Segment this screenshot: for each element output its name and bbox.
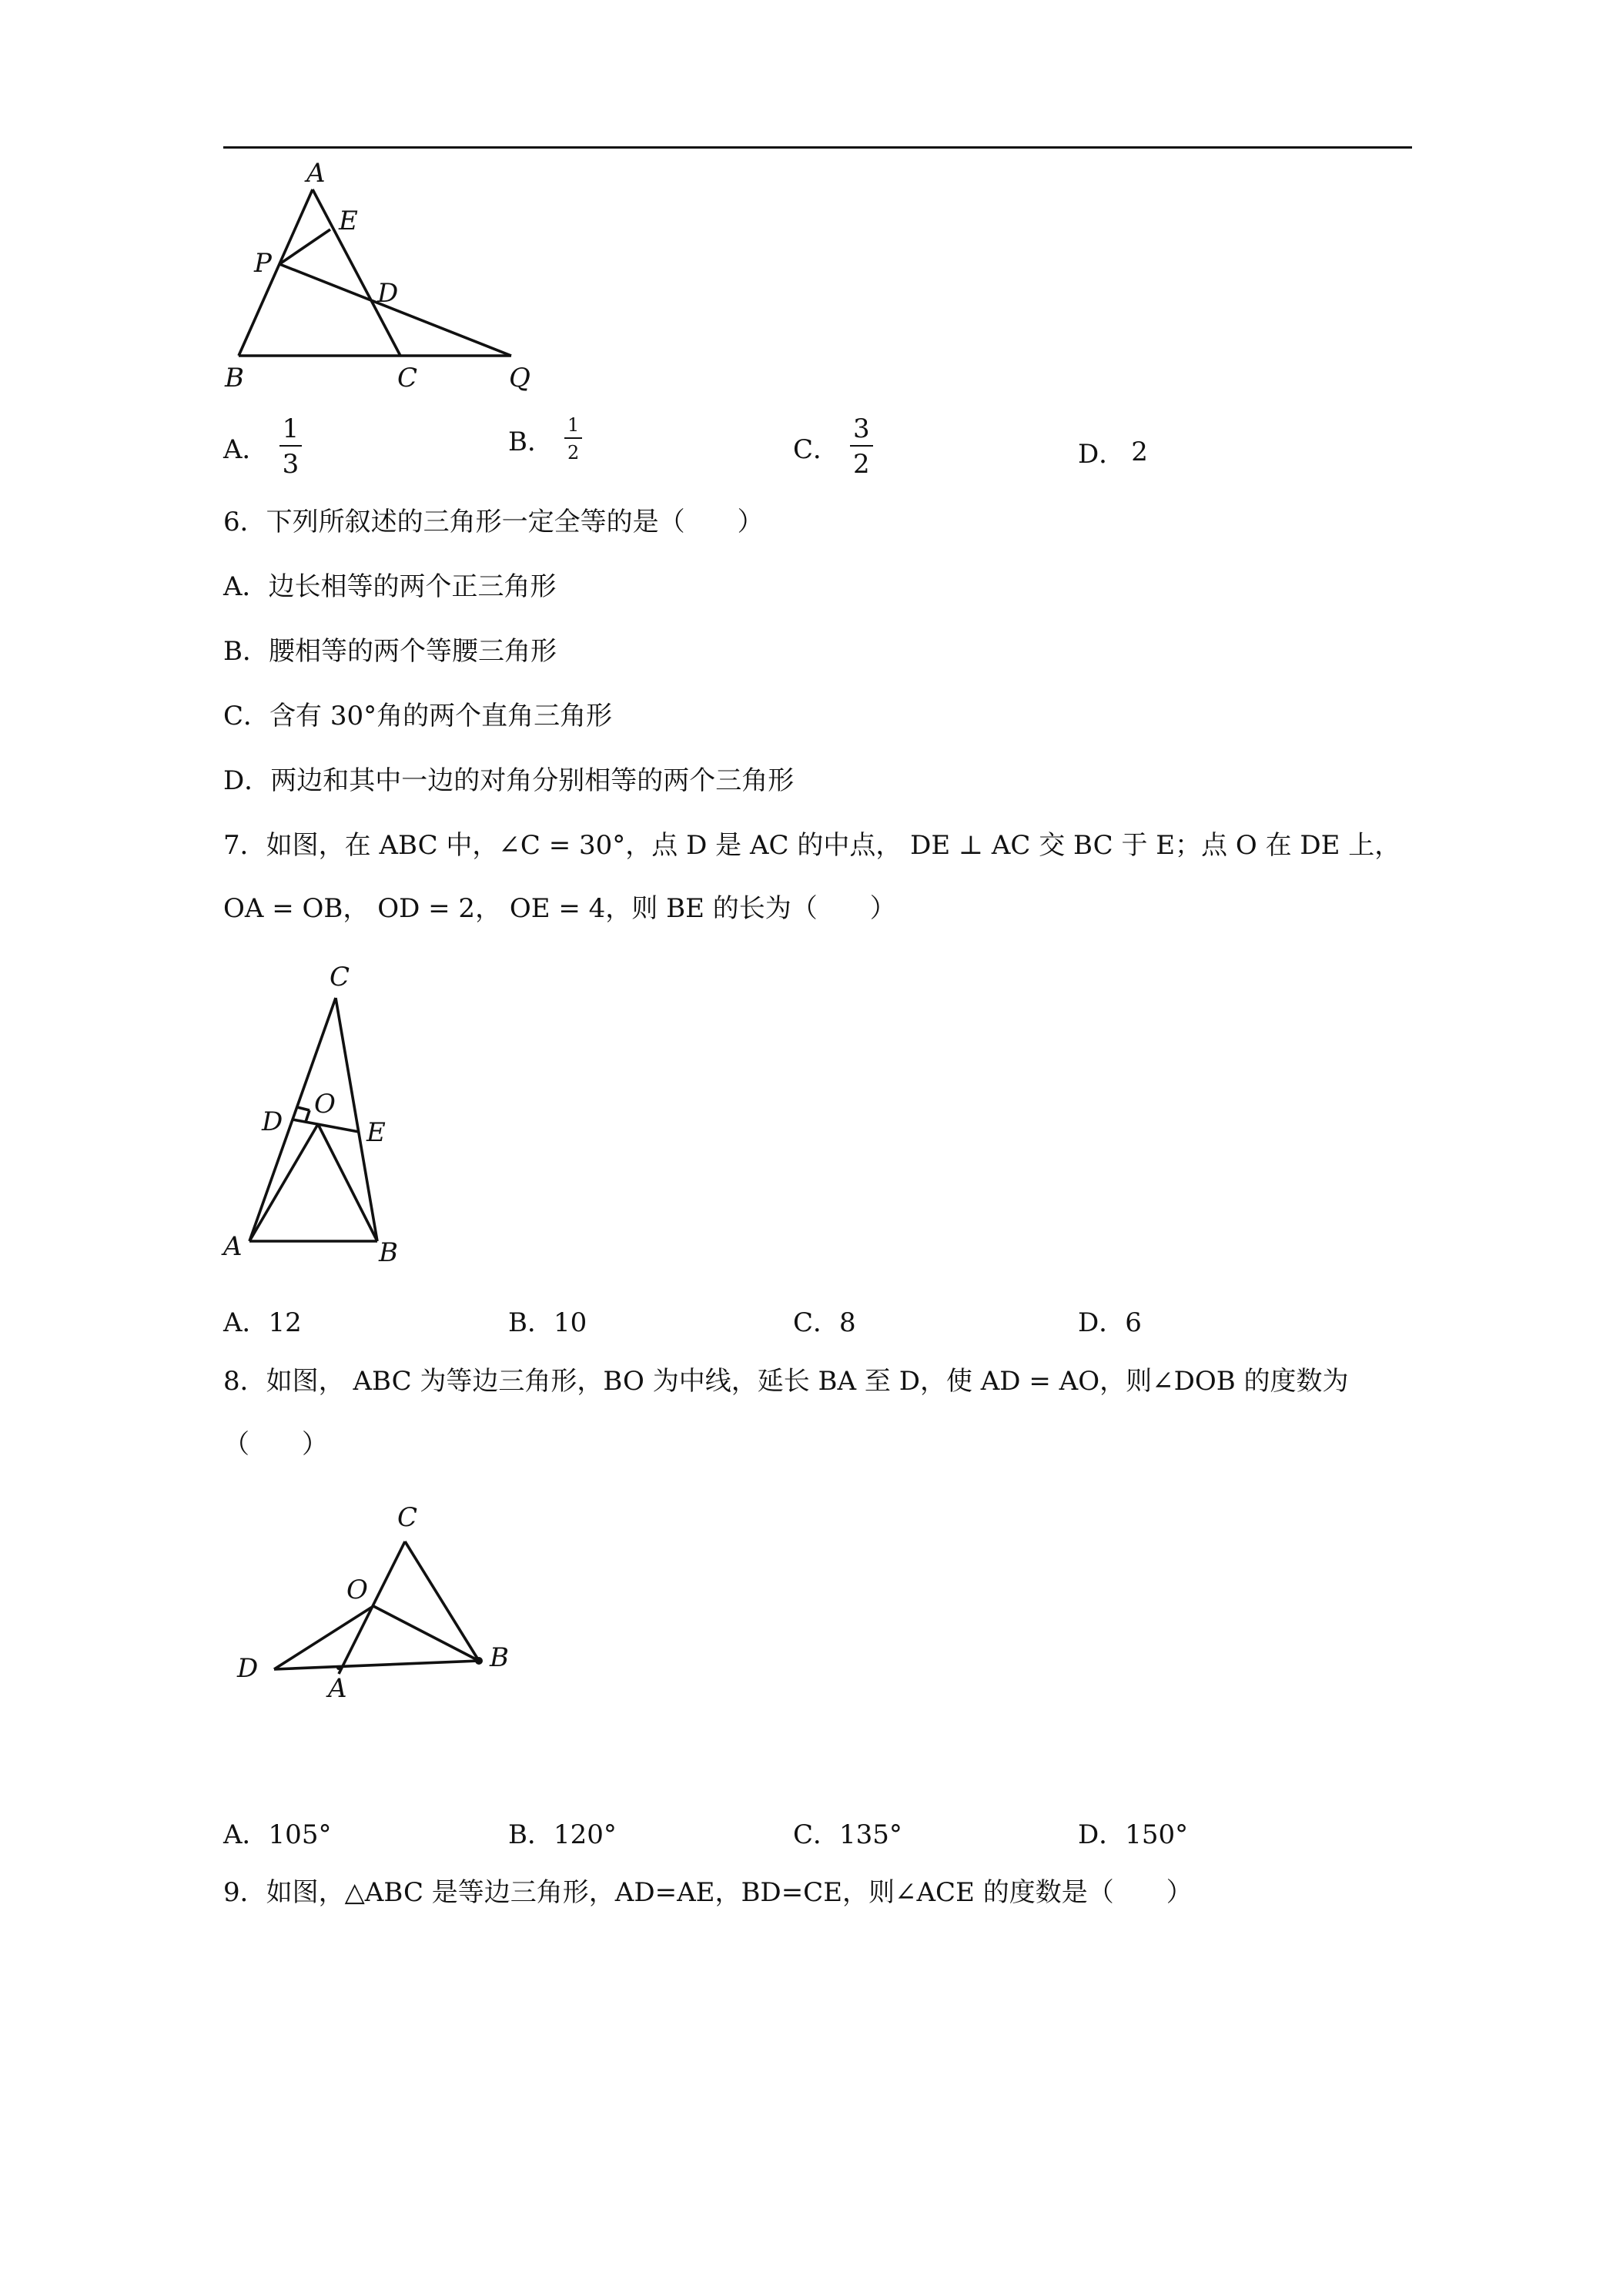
q5-option-a-letter: A． xyxy=(223,433,269,465)
figure-q5-svg xyxy=(216,158,554,393)
point-b xyxy=(475,1657,483,1665)
q5-option-a-den: 3 xyxy=(282,449,300,480)
q5-option-a-num: 1 xyxy=(279,416,303,447)
figure-q8 xyxy=(223,1494,531,1709)
label-a: A xyxy=(328,1673,347,1704)
q5-option-b xyxy=(508,416,582,462)
figure-q7 xyxy=(216,962,416,1270)
q5-option-d-value: 2 xyxy=(1131,436,1148,467)
q8-option-b: B．120° xyxy=(508,1819,617,1850)
q7-option-c: C．8 xyxy=(793,1307,856,1338)
q7-stem-line2: OA = OB， OD = 2， OE = 4，则 BE 的长为（ ） xyxy=(223,893,896,924)
q5-option-c-letter: C． xyxy=(793,433,840,465)
header-rule xyxy=(223,146,1412,149)
label-b: B xyxy=(490,1642,509,1673)
q5-options xyxy=(223,413,1363,485)
label-p: P xyxy=(254,248,272,279)
label-b: B xyxy=(225,363,244,393)
q5-option-c-den: 2 xyxy=(853,449,870,480)
label-q: Q xyxy=(509,363,530,393)
label-a: A xyxy=(223,1231,243,1262)
label-a: A xyxy=(306,158,326,189)
figure-q8-svg xyxy=(223,1494,531,1709)
q5-option-a-fraction xyxy=(279,413,303,480)
right-angle-1 xyxy=(297,1107,310,1110)
segment-do xyxy=(274,1606,373,1669)
q5-option-a xyxy=(223,413,302,480)
label-c: C xyxy=(330,962,350,992)
q6-option-c: C．含有 30°角的两个直角三角形 xyxy=(223,701,613,731)
q7-option-a: A．12 xyxy=(223,1307,302,1338)
segment-db xyxy=(274,1661,479,1669)
q7-option-d: D．6 xyxy=(1078,1307,1142,1338)
figure-q7-svg xyxy=(216,962,416,1270)
q6-option-d: D．两边和其中一边的对角分别相等的两个三角形 xyxy=(223,765,795,796)
label-c: C xyxy=(397,363,418,393)
label-o: O xyxy=(346,1575,368,1605)
q5-option-c-fraction xyxy=(850,413,873,480)
label-e: E xyxy=(366,1117,386,1148)
q5-option-d xyxy=(1078,433,1148,470)
q6-option-a: A．边长相等的两个正三角形 xyxy=(223,571,557,602)
q8-option-c: C．135° xyxy=(793,1819,902,1850)
q7-option-b: B．10 xyxy=(508,1307,587,1338)
q5-option-c-num: 3 xyxy=(850,416,873,447)
segment-de xyxy=(293,1120,359,1132)
figure-q5 xyxy=(216,158,554,393)
label-c: C xyxy=(397,1502,418,1533)
q7-options xyxy=(223,1301,1363,1338)
label-o: O xyxy=(314,1089,336,1120)
q5-option-b-letter: B． xyxy=(508,426,554,457)
q6-stem: 6．下列所叙述的三角形一定全等的是（ ） xyxy=(223,507,764,537)
label-d: D xyxy=(237,1653,259,1684)
q5-option-d-letter: D． xyxy=(1078,439,1126,470)
q7-stem-line1: 7．如图，在 ABC 中，∠C = 30°，点 D 是 AC 的中点， DE ⊥ AC 交 BC 于 E；点 O 在 DE 上， xyxy=(223,830,1401,861)
q6-option-b: B．腰相等的两个等腰三角形 xyxy=(223,636,557,667)
q8-stem-line2: （ ） xyxy=(223,1429,328,1460)
right-angle-2 xyxy=(306,1110,310,1122)
q8-option-a: A．105° xyxy=(223,1819,332,1850)
q5-option-b-fraction xyxy=(564,416,582,462)
q5-option-b-den: 2 xyxy=(567,442,580,464)
q8-options xyxy=(223,1813,1363,1850)
q8-stem-line1: 8．如图， ABC 为等边三角形，BO 为中线，延长 BA 至 D，使 AD = AO，则∠DOB 的度数为 xyxy=(223,1366,1349,1397)
q8-option-d: D．150° xyxy=(1078,1819,1189,1850)
q5-option-b-num: 1 xyxy=(564,416,582,439)
label-b: B xyxy=(379,1237,398,1268)
q5-option-c xyxy=(793,413,873,480)
point-a xyxy=(336,1665,341,1670)
label-d: D xyxy=(262,1106,283,1137)
label-e: E xyxy=(339,206,358,236)
q9-stem: 9．如图，△ABC 是等边三角形，AD=AE，BD=CE，则∠ACE 的度数是（ ） xyxy=(223,1877,1193,1908)
label-d: D xyxy=(377,278,399,309)
